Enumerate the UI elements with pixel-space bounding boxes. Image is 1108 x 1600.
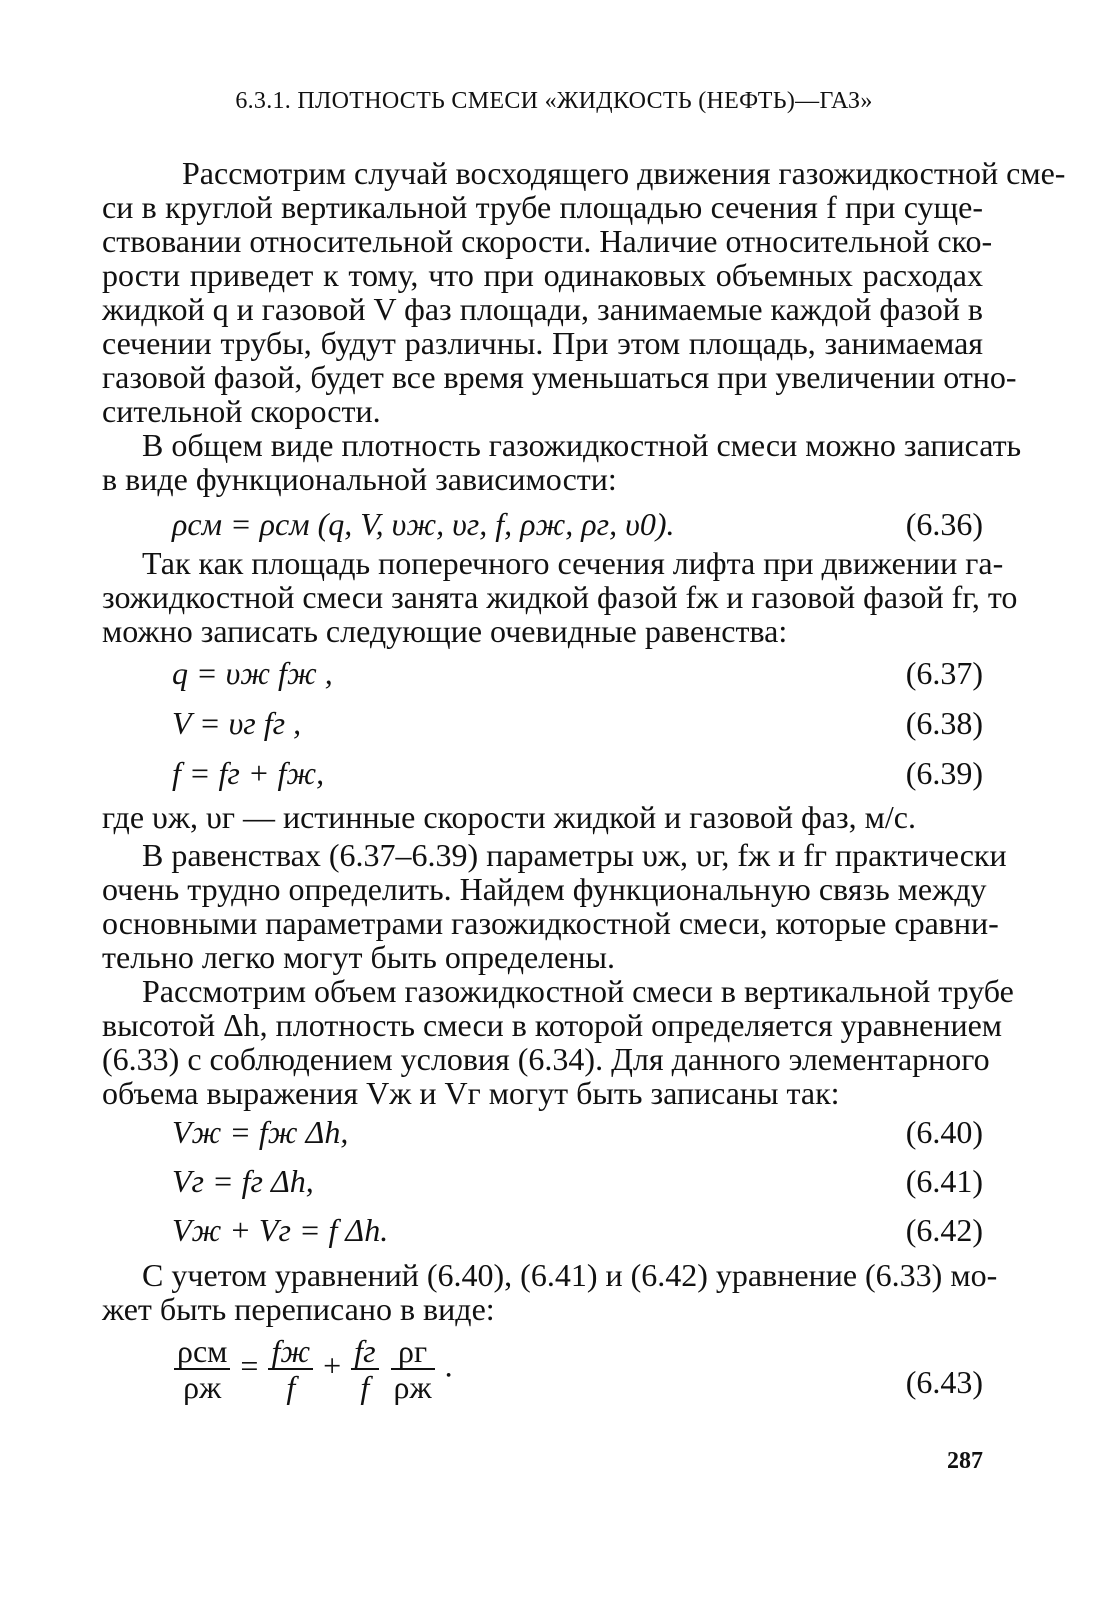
- text-line: сечении трубы, будут различны. При этом площадь, занимаемая: [102, 325, 983, 361]
- text-line: можно записать следующие очевидные равенства:: [102, 613, 788, 649]
- text-line: Так как площадь поперечного сечения лифта при движении га-: [142, 545, 1004, 581]
- equation-6-40: Vж = fж Δh,: [172, 1114, 349, 1150]
- equation-number: (6.37): [905, 655, 983, 691]
- fraction-denominator: ρж: [183, 1369, 222, 1405]
- fraction-numerator: fг: [351, 1334, 378, 1370]
- fraction-denominator: f: [360, 1369, 370, 1405]
- text-line: рости приведет к тому, что при одинаковых объемных расходах: [102, 257, 983, 293]
- text-line: жидкой q и газовой V фаз площади, занимаемые каждой фазой в: [102, 291, 983, 327]
- fraction-denominator: f: [286, 1369, 296, 1405]
- text-line: в виде функциональной зависимости:: [102, 461, 617, 497]
- equation-6-38: V = υг fг ,: [172, 705, 302, 741]
- text-line: В общем виде плотность газожидкостной смеси можно записать: [142, 427, 1022, 463]
- text-line: тельно легко могут быть определены.: [102, 939, 615, 975]
- fraction: [174, 1334, 230, 1404]
- equation-6-43: [172, 1334, 453, 1404]
- fraction-numerator: fж: [268, 1334, 313, 1370]
- equals-sign: =: [240, 1347, 259, 1384]
- equation-number: (6.42): [905, 1212, 983, 1248]
- text-line: где υж, υг — истинные скорости жидкой и газовой фаз, м/с.: [102, 799, 916, 835]
- equation-6-39: f = fг + fж,: [172, 755, 325, 791]
- fraction-numerator: ρсм: [174, 1334, 230, 1370]
- text-line: очень трудно определить. Найдем функциональную связь между: [102, 871, 987, 907]
- equation-number: (6.43): [905, 1364, 983, 1400]
- text-line: газовой фазой, будет все время уменьшаться при увеличении отно-: [102, 359, 1017, 395]
- equation-number: (6.40): [905, 1114, 983, 1150]
- fraction: [268, 1334, 313, 1404]
- text-line: основными параметрами газожидкостной смеси, которые сравни-: [102, 905, 999, 941]
- equation-6-41: Vг = fг Δh,: [172, 1163, 314, 1199]
- text-line: Рассмотрим объем газожидкостной смеси в вертикальной трубе: [142, 973, 1014, 1009]
- equation-number: (6.41): [905, 1163, 983, 1199]
- text-line: С учетом уравнений (6.40), (6.41) и (6.42) уравнение (6.33) мо-: [142, 1257, 998, 1293]
- equation-number: (6.38): [905, 705, 983, 741]
- fraction: [391, 1334, 435, 1404]
- fraction: [351, 1334, 378, 1404]
- text-line: зожидкостной смеси занята жидкой фазой fж и газовой фазой fг, то: [102, 579, 1018, 615]
- equation-6-37: q = υж fж ,: [172, 655, 333, 691]
- plus-sign: +: [323, 1347, 342, 1384]
- period: .: [444, 1347, 453, 1384]
- equation-number: (6.36): [905, 506, 983, 542]
- text-line: жет быть переписано в виде:: [102, 1291, 495, 1327]
- text-line: ствовании относительной скорости. Наличие относительной ско-: [102, 223, 993, 259]
- text-line: (6.33) с соблюдением условия (6.34). Для данного элементарного: [102, 1041, 990, 1077]
- text-line: си в круглой вертикальной трубе площадью сечения f при суще-: [102, 189, 983, 225]
- text-line: объема выражения Vж и Vг могут быть записаны так:: [102, 1075, 840, 1111]
- equation-number: (6.39): [905, 755, 983, 791]
- text-line: сительной скорости.: [102, 393, 381, 429]
- equation-6-36: ρсм = ρсм (q, V, υж, υг, f, ρж, ρг, υ0).: [172, 506, 675, 542]
- equation-6-42: Vж + Vг = f Δh.: [172, 1212, 389, 1248]
- text-line: В равенствах (6.37–6.39) параметры υж, υг, fж и fг практически: [142, 837, 1007, 873]
- text-line: высотой Δh, плотность смеси в которой определяется уравнением: [102, 1007, 1003, 1043]
- page-number: 287: [947, 1448, 983, 1474]
- fraction-denominator: ρж: [393, 1369, 432, 1405]
- fraction-numerator: ρг: [391, 1334, 435, 1370]
- section-title: 6.3.1. ПЛОТНОСТЬ СМЕСИ «ЖИДКОСТЬ (НЕФТЬ)—ГАЗ»: [235, 88, 873, 114]
- text-line: Рассмотрим случай восходящего движения газожидкостной сме-: [182, 155, 1066, 191]
